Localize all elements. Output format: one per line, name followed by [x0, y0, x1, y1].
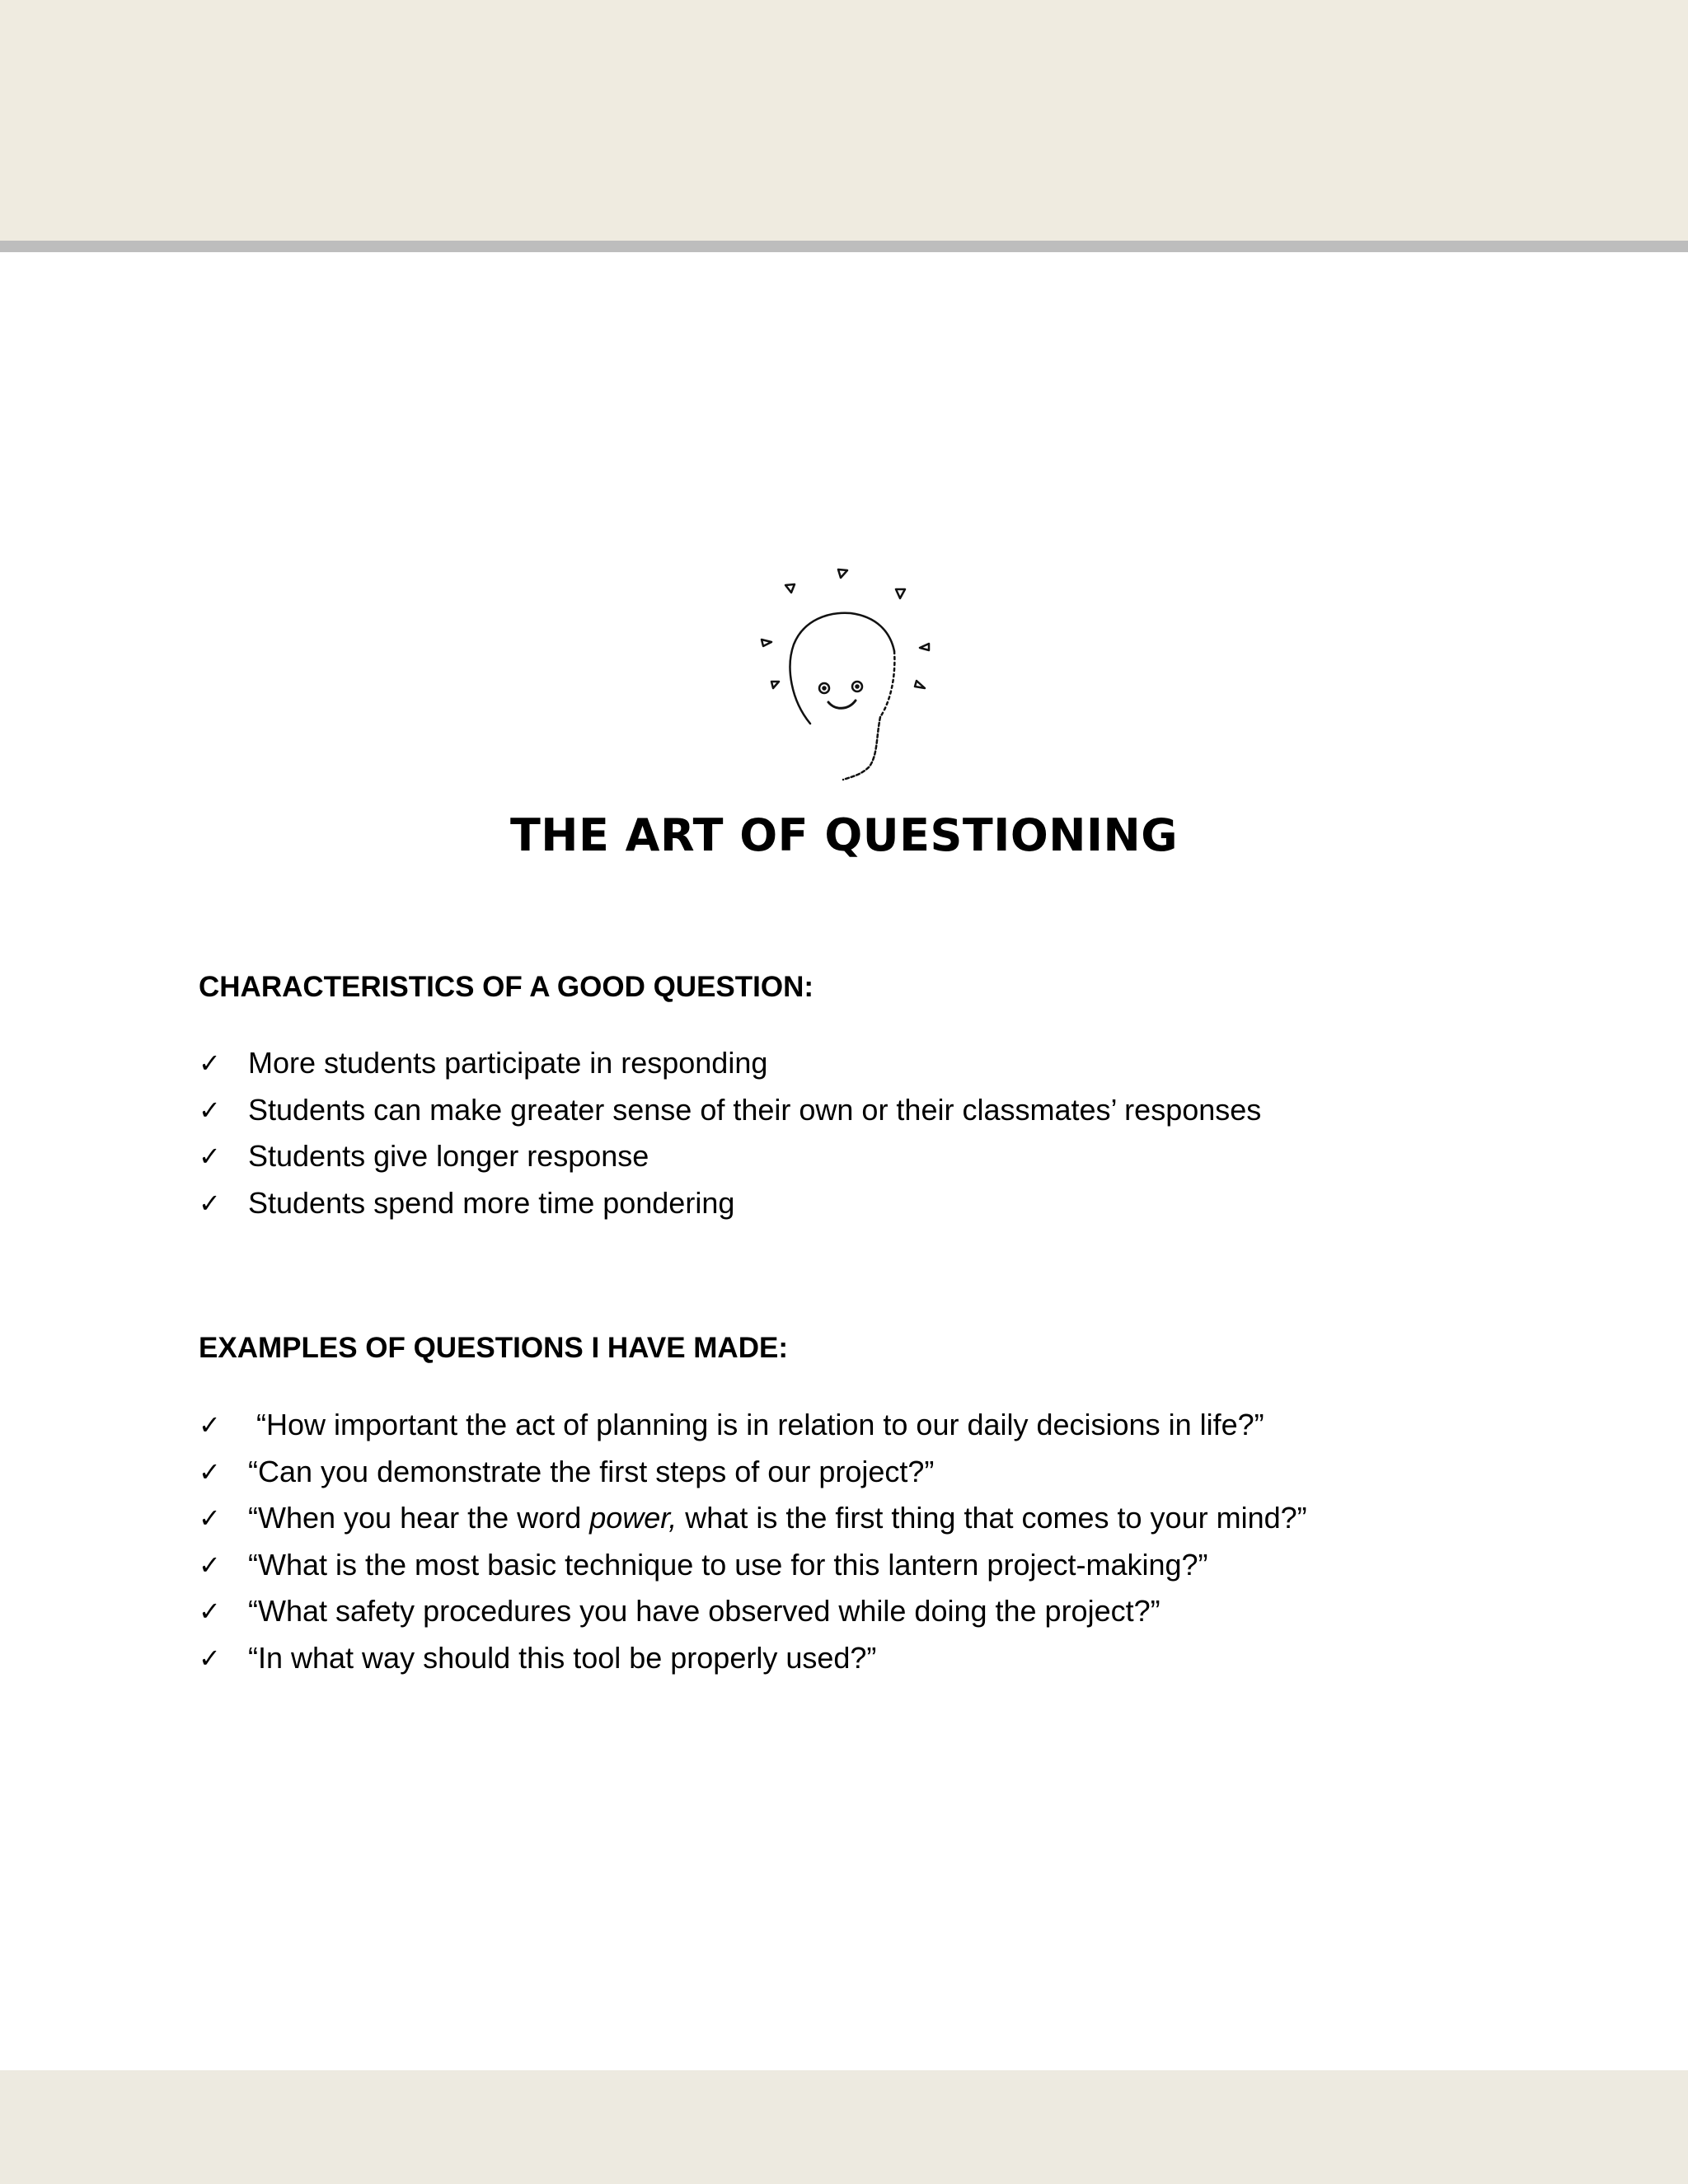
- lightbulb-smiley-icon: [746, 552, 952, 791]
- footer-band: [0, 2070, 1688, 2184]
- page-title: THE ART OF QUESTIONING: [509, 809, 1179, 861]
- emphasis-word: power,: [589, 1501, 678, 1535]
- checkmark-icon: ✓: [199, 1642, 221, 1674]
- section-heading-examples: EXAMPLES OF QUESTIONS I HAVE MADE:: [199, 1332, 788, 1364]
- section-heading-characteristics: CHARACTERISTICS OF A GOOD QUESTION:: [199, 971, 814, 1003]
- header-divider: [0, 241, 1688, 252]
- header-band: [0, 0, 1688, 241]
- checkmark-icon: ✓: [199, 1141, 221, 1172]
- checkmark-icon: ✓: [199, 1596, 221, 1627]
- checkmark-icon: ✓: [199, 1502, 221, 1534]
- checkmark-icon: ✓: [199, 1549, 221, 1581]
- checkmark-icon: ✓: [199, 1047, 221, 1079]
- checkmark-icon: ✓: [199, 1187, 221, 1219]
- checkmark-icon: ✓: [199, 1094, 221, 1126]
- checkmark-icon: ✓: [199, 1409, 221, 1441]
- checkmark-icon: ✓: [199, 1455, 221, 1488]
